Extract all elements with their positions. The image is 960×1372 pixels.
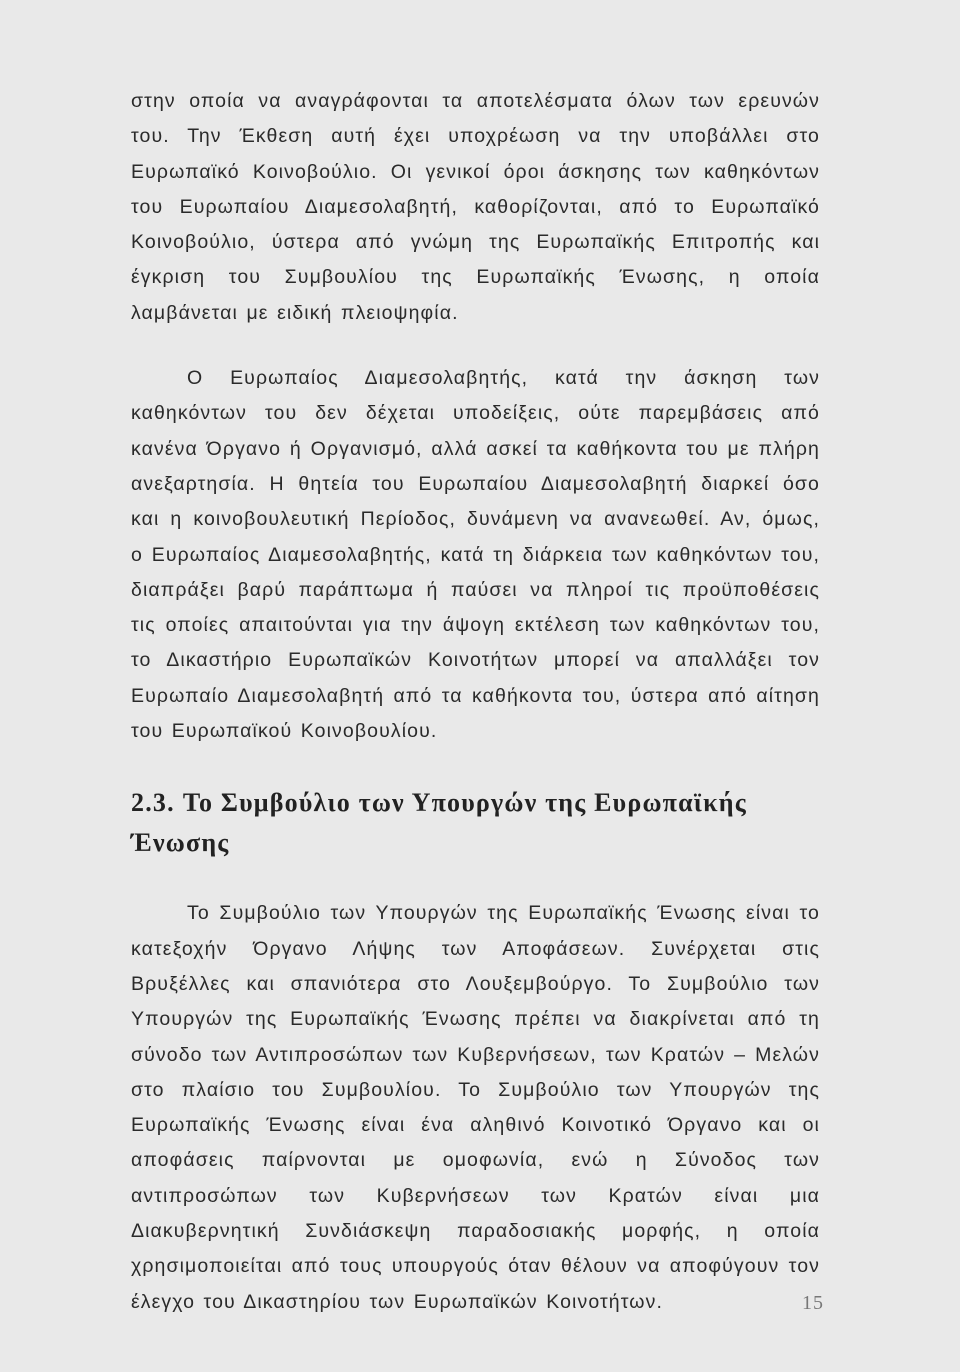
section-heading <box>131 783 820 863</box>
page-number: 15 <box>802 1292 824 1314</box>
paragraph-ombudsman-independence: Ο Ευρωπαίος Διαμεσολαβητής, κατά την άσκηση των καθηκόντων του δεν δέχεται υποδείξεις, ούτε παρεμβάσεις από κανένα Όργανο ή Οργανισμό, αλλά ασκεί τα καθήκοντα του με πλήρη ανεξαρτησία. Η θητεία του Ευρωπαίου Διαμεσολαβητή διαρκεί όσο και η κοινοβουλευτική Περίοδος, δυνάμενη να ανανεωθεί. Αν, όμως, ο Ευρωπαίος Διαμεσολαβητής, κατά τη διάρκεια των καθηκόντων του, διαπράξει βαρύ παράπτωμα ή παύσει να πληροί τις προϋποθέσεις τις οποίες απαιτούνται για την άψογη εκτέλεση των καθηκόντων του, το Δικαστήριο Ευρωπαϊκών Κοινοτήτων μπορεί να απαλλάξει τον Ευρωπαίο Διαμεσολαβητή από τα καθήκοντα του, ύστερα από αίτηση του Ευρωπαϊκού Κοινοβουλίου. <box>131 367 820 743</box>
paragraph-ombudsman-report: στην οποία να αναγράφονται τα αποτελέσματα όλων των ερευνών του. Την Έκθεση αυτή έχει υποχρέωση να την υποβάλλει στο Ευρωπαϊκό Κοινοβούλιο. Οι γενικοί όροι άσκησης των καθηκόντων του Ευρωπαίου Διαμεσολαβητή, καθορίζονται, από το Ευρωπαϊκό Κοινοβούλιο, ύστερα από γνώμη της Ευρωπαϊκής Επιτροπής και έγκριση του Συμβουλίου της Ευρωπαϊκής Ένωσης, η οποία λαμβάνεται με ειδική πλειοψηφία. <box>131 90 820 324</box>
section-title: Το Συμβούλιο των Υπουργών της Ευρωπαϊκής Ένωσης <box>131 788 747 858</box>
paragraph-council-of-ministers: Το Συμβούλιο των Υπουργών της Ευρωπαϊκής Ένωσης είναι το κατεξοχήν Όργανο Λήψης των Αποφάσεων. Συνέρχεται στις Βρυξέλλες και σπανιότερα στο Λουξεμβούργο. Το Συμβούλιο των Υπουργών της Ευρωπαϊκής Ένωσης πρέπει να διακρίνεται από τη σύνοδο των Αντιπροσώπων των Κυβερνήσεων, των Κρατών – Μελών στο πλαίσιο του Συμβουλίου. Το Συμβούλιο των Υπουργών της Ευρωπαϊκής Ένωσης είναι ένα αληθινό Κοινοτικό Όργανο και οι αποφάσεις παίρνονται με ομοφωνία, ενώ η Σύνοδος των αντιπροσώπων των Κυβερνήσεων των Κρατών είναι μια Διακυβερνητική Συνδιάσκεψη παραδοσιακής μορφής, η οποία χρησιμοποιείται από τους υπουργούς όταν θέλουν να αποφύγουν τον έλεγχο του Δικαστηρίου των Ευρωπαϊκών Κοινοτήτων. <box>131 902 820 1313</box>
section-number: 2.3. <box>131 788 175 818</box>
